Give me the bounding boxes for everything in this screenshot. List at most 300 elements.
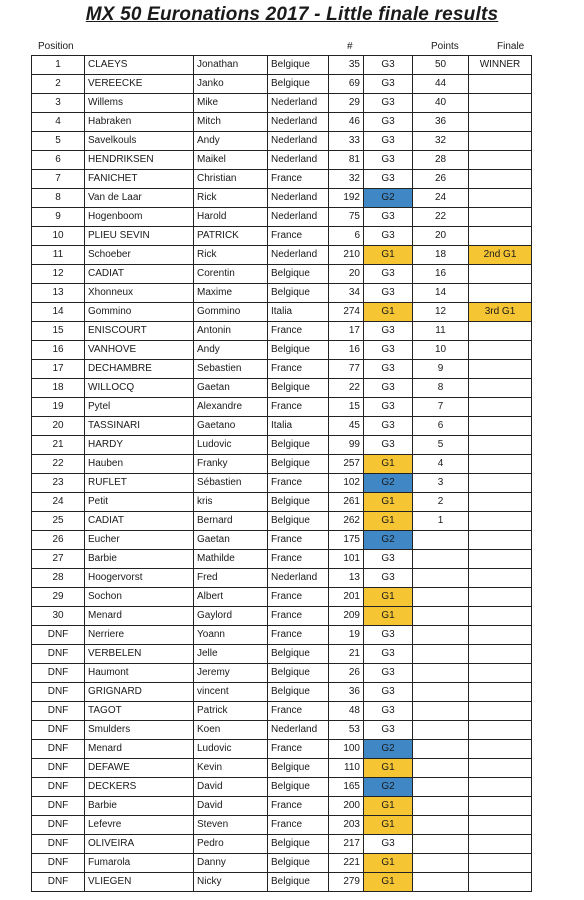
position-cell: 27 <box>32 550 85 569</box>
points-cell <box>413 626 469 645</box>
finale-cell <box>469 531 532 550</box>
points-cell <box>413 664 469 683</box>
country-cell: Belgique <box>268 854 329 873</box>
finale-cell <box>469 588 532 607</box>
group-cell: G3 <box>364 550 413 569</box>
group-cell: G1 <box>364 303 413 322</box>
first-name-cell: Yoann <box>194 626 268 645</box>
position-cell: 14 <box>32 303 85 322</box>
points-cell <box>413 721 469 740</box>
country-cell: France <box>268 360 329 379</box>
first-name-cell: Rick <box>194 189 268 208</box>
position-cell: 22 <box>32 455 85 474</box>
finale-cell <box>469 360 532 379</box>
rider-number-cell: 29 <box>329 94 364 113</box>
first-name-cell: David <box>194 797 268 816</box>
group-cell: G1 <box>364 512 413 531</box>
rider-number-cell: 48 <box>329 702 364 721</box>
last-name-cell: Gommino <box>85 303 194 322</box>
country-cell: Belgique <box>268 56 329 75</box>
country-cell: France <box>268 322 329 341</box>
group-cell: G2 <box>364 778 413 797</box>
group-cell: G3 <box>364 265 413 284</box>
country-cell: France <box>268 588 329 607</box>
position-cell: 16 <box>32 341 85 360</box>
points-cell <box>413 550 469 569</box>
first-name-cell: Andy <box>194 132 268 151</box>
country-cell: Belgique <box>268 265 329 284</box>
rider-number-cell: 217 <box>329 835 364 854</box>
first-name-cell: Maikel <box>194 151 268 170</box>
finale-cell <box>469 721 532 740</box>
points-cell <box>413 740 469 759</box>
last-name-cell: HARDY <box>85 436 194 455</box>
group-cell: G3 <box>364 626 413 645</box>
rider-number-cell: 175 <box>329 531 364 550</box>
header-finale: Finale <box>497 41 525 52</box>
group-cell: G3 <box>364 170 413 189</box>
table-row <box>32 569 532 588</box>
table-row <box>32 588 532 607</box>
group-cell: G3 <box>364 113 413 132</box>
last-name-cell: ENISCOURT <box>85 322 194 341</box>
position-cell: 18 <box>32 379 85 398</box>
group-cell: G1 <box>364 854 413 873</box>
rider-number-cell: 45 <box>329 417 364 436</box>
table-row <box>32 398 532 417</box>
country-cell: Belgique <box>268 759 329 778</box>
points-cell: 20 <box>413 227 469 246</box>
position-cell: DNF <box>32 721 85 740</box>
last-name-cell: FANICHET <box>85 170 194 189</box>
finale-cell <box>469 94 532 113</box>
last-name-cell: DECHAMBRE <box>85 360 194 379</box>
table-row <box>32 683 532 702</box>
rider-number-cell: 110 <box>329 759 364 778</box>
rider-number-cell: 32 <box>329 170 364 189</box>
country-cell: France <box>268 550 329 569</box>
points-cell: 11 <box>413 322 469 341</box>
position-cell: DNF <box>32 816 85 835</box>
last-name-cell: CLAEYS <box>85 56 194 75</box>
position-cell: DNF <box>32 683 85 702</box>
first-name-cell: Gaylord <box>194 607 268 626</box>
table-row <box>32 284 532 303</box>
points-cell <box>413 835 469 854</box>
points-cell: 10 <box>413 341 469 360</box>
group-cell: G2 <box>364 531 413 550</box>
position-cell: 4 <box>32 113 85 132</box>
last-name-cell: Schoeber <box>85 246 194 265</box>
table-row <box>32 265 532 284</box>
table-row <box>32 113 532 132</box>
position-cell: 11 <box>32 246 85 265</box>
group-cell: G1 <box>364 873 413 892</box>
position-cell: 26 <box>32 531 85 550</box>
position-cell: 6 <box>32 151 85 170</box>
table-row <box>32 778 532 797</box>
rider-number-cell: 279 <box>329 873 364 892</box>
first-name-cell: Fred <box>194 569 268 588</box>
group-cell: G3 <box>364 341 413 360</box>
finale-cell <box>469 664 532 683</box>
finale-cell <box>469 265 532 284</box>
table-row <box>32 208 532 227</box>
rider-number-cell: 101 <box>329 550 364 569</box>
finale-cell <box>469 170 532 189</box>
points-cell <box>413 607 469 626</box>
position-cell: DNF <box>32 702 85 721</box>
last-name-cell: Pytel <box>85 398 194 417</box>
table-row <box>32 702 532 721</box>
group-cell: G3 <box>364 569 413 588</box>
finale-cell <box>469 436 532 455</box>
country-cell: France <box>268 797 329 816</box>
group-cell: G3 <box>364 132 413 151</box>
rider-number-cell: 22 <box>329 379 364 398</box>
position-cell: 20 <box>32 417 85 436</box>
last-name-cell: TASSINARI <box>85 417 194 436</box>
group-cell: G1 <box>364 816 413 835</box>
rider-number-cell: 81 <box>329 151 364 170</box>
table-row <box>32 56 532 75</box>
table-row <box>32 436 532 455</box>
rider-number-cell: 13 <box>329 569 364 588</box>
group-cell: G1 <box>364 797 413 816</box>
last-name-cell: RUFLET <box>85 474 194 493</box>
country-cell: Nederland <box>268 189 329 208</box>
group-cell: G3 <box>364 683 413 702</box>
last-name-cell: VERBELEN <box>85 645 194 664</box>
finale-cell <box>469 835 532 854</box>
finale-cell <box>469 75 532 94</box>
group-cell: G2 <box>364 740 413 759</box>
first-name-cell: Jonathan <box>194 56 268 75</box>
table-row <box>32 132 532 151</box>
results-table <box>31 55 532 892</box>
first-name-cell: Kevin <box>194 759 268 778</box>
last-name-cell: Hoogervorst <box>85 569 194 588</box>
rider-number-cell: 26 <box>329 664 364 683</box>
points-cell <box>413 531 469 550</box>
table-row <box>32 721 532 740</box>
header-number: # <box>347 41 353 52</box>
first-name-cell: Christian <box>194 170 268 189</box>
rider-number-cell: 20 <box>329 265 364 284</box>
country-cell: France <box>268 740 329 759</box>
position-cell: DNF <box>32 664 85 683</box>
table-row <box>32 303 532 322</box>
points-cell <box>413 645 469 664</box>
table-row <box>32 854 532 873</box>
points-cell <box>413 759 469 778</box>
header-points: Points <box>431 41 459 52</box>
position-cell: 17 <box>32 360 85 379</box>
finale-cell <box>469 626 532 645</box>
position-cell: 15 <box>32 322 85 341</box>
table-row <box>32 341 532 360</box>
finale-cell <box>469 550 532 569</box>
finale-cell <box>469 113 532 132</box>
last-name-cell: OLIVEIRA <box>85 835 194 854</box>
table-row <box>32 322 532 341</box>
points-cell: 44 <box>413 75 469 94</box>
first-name-cell: Gommino <box>194 303 268 322</box>
first-name-cell: Pedro <box>194 835 268 854</box>
finale-cell <box>469 284 532 303</box>
first-name-cell: David <box>194 778 268 797</box>
rider-number-cell: 46 <box>329 113 364 132</box>
finale-cell <box>469 854 532 873</box>
country-cell: Nederland <box>268 721 329 740</box>
last-name-cell: Eucher <box>85 531 194 550</box>
position-cell: 24 <box>32 493 85 512</box>
table-row <box>32 474 532 493</box>
last-name-cell: Barbie <box>85 797 194 816</box>
table-row <box>32 455 532 474</box>
position-cell: 10 <box>32 227 85 246</box>
country-cell: Belgique <box>268 512 329 531</box>
rider-number-cell: 210 <box>329 246 364 265</box>
position-cell: 8 <box>32 189 85 208</box>
table-row <box>32 835 532 854</box>
position-cell: 7 <box>32 170 85 189</box>
first-name-cell: Patrick <box>194 702 268 721</box>
last-name-cell: Menard <box>85 607 194 626</box>
group-cell: G3 <box>364 398 413 417</box>
table-row <box>32 531 532 550</box>
last-name-cell: Hauben <box>85 455 194 474</box>
points-cell <box>413 854 469 873</box>
group-cell: G3 <box>364 436 413 455</box>
first-name-cell: Rick <box>194 246 268 265</box>
country-cell: Nederland <box>268 151 329 170</box>
country-cell: Belgique <box>268 75 329 94</box>
country-cell: France <box>268 531 329 550</box>
table-row <box>32 189 532 208</box>
first-name-cell: Koen <box>194 721 268 740</box>
group-cell: G2 <box>364 474 413 493</box>
rider-number-cell: 6 <box>329 227 364 246</box>
first-name-cell: Danny <box>194 854 268 873</box>
country-cell: Italia <box>268 417 329 436</box>
group-cell: G3 <box>364 322 413 341</box>
rider-number-cell: 192 <box>329 189 364 208</box>
finale-cell <box>469 569 532 588</box>
position-cell: DNF <box>32 854 85 873</box>
finale-cell <box>469 151 532 170</box>
group-cell: G1 <box>364 607 413 626</box>
finale-cell <box>469 417 532 436</box>
country-cell: France <box>268 398 329 417</box>
position-cell: 25 <box>32 512 85 531</box>
position-cell: 2 <box>32 75 85 94</box>
finale-cell <box>469 702 532 721</box>
points-cell: 9 <box>413 360 469 379</box>
country-cell: Belgique <box>268 341 329 360</box>
points-cell: 14 <box>413 284 469 303</box>
rider-number-cell: 21 <box>329 645 364 664</box>
first-name-cell: Corentin <box>194 265 268 284</box>
country-cell: Nederland <box>268 246 329 265</box>
finale-cell <box>469 778 532 797</box>
points-cell: 22 <box>413 208 469 227</box>
table-row <box>32 645 532 664</box>
table-row <box>32 816 532 835</box>
country-cell: France <box>268 474 329 493</box>
rider-number-cell: 75 <box>329 208 364 227</box>
country-cell: France <box>268 227 329 246</box>
last-name-cell: GRIGNARD <box>85 683 194 702</box>
table-row <box>32 626 532 645</box>
points-cell <box>413 569 469 588</box>
finale-cell <box>469 493 532 512</box>
rider-number-cell: 69 <box>329 75 364 94</box>
table-row <box>32 75 532 94</box>
first-name-cell: Harold <box>194 208 268 227</box>
rider-number-cell: 77 <box>329 360 364 379</box>
last-name-cell: Petit <box>85 493 194 512</box>
first-name-cell: Steven <box>194 816 268 835</box>
header-position: Position <box>38 41 74 52</box>
rider-number-cell: 274 <box>329 303 364 322</box>
first-name-cell: Antonin <box>194 322 268 341</box>
last-name-cell: Menard <box>85 740 194 759</box>
table-row <box>32 493 532 512</box>
finale-cell <box>469 132 532 151</box>
first-name-cell: kris <box>194 493 268 512</box>
country-cell: Italia <box>268 303 329 322</box>
position-cell: DNF <box>32 778 85 797</box>
group-cell: G3 <box>364 94 413 113</box>
first-name-cell: PATRICK <box>194 227 268 246</box>
last-name-cell: Xhonneux <box>85 284 194 303</box>
results-table-body <box>32 56 532 892</box>
country-cell: France <box>268 702 329 721</box>
last-name-cell: VEREECKE <box>85 75 194 94</box>
table-row <box>32 417 532 436</box>
group-cell: G3 <box>364 417 413 436</box>
table-row <box>32 550 532 569</box>
last-name-cell: HENDRIKSEN <box>85 151 194 170</box>
rider-number-cell: 257 <box>329 455 364 474</box>
first-name-cell: Ludovic <box>194 740 268 759</box>
position-cell: 1 <box>32 56 85 75</box>
rider-number-cell: 15 <box>329 398 364 417</box>
rider-number-cell: 261 <box>329 493 364 512</box>
group-cell: G3 <box>364 664 413 683</box>
position-cell: DNF <box>32 759 85 778</box>
group-cell: G3 <box>364 721 413 740</box>
rider-number-cell: 165 <box>329 778 364 797</box>
position-cell: 13 <box>32 284 85 303</box>
table-row <box>32 94 532 113</box>
rider-number-cell: 262 <box>329 512 364 531</box>
points-cell <box>413 702 469 721</box>
position-cell: 9 <box>32 208 85 227</box>
country-cell: Nederland <box>268 94 329 113</box>
position-cell: DNF <box>32 835 85 854</box>
table-row <box>32 227 532 246</box>
country-cell: France <box>268 626 329 645</box>
country-cell: Belgique <box>268 436 329 455</box>
last-name-cell: Nerriere <box>85 626 194 645</box>
table-row <box>32 170 532 189</box>
last-name-cell: Van de Laar <box>85 189 194 208</box>
position-cell: 21 <box>32 436 85 455</box>
last-name-cell: Sochon <box>85 588 194 607</box>
page-title: MX 50 Euronations 2017 - Little finale results <box>85 4 499 25</box>
last-name-cell: Habraken <box>85 113 194 132</box>
position-cell: DNF <box>32 645 85 664</box>
first-name-cell: Gaetano <box>194 417 268 436</box>
rider-number-cell: 53 <box>329 721 364 740</box>
group-cell: G3 <box>364 151 413 170</box>
rider-number-cell: 100 <box>329 740 364 759</box>
points-cell: 8 <box>413 379 469 398</box>
first-name-cell: Nicky <box>194 873 268 892</box>
country-cell: Belgique <box>268 873 329 892</box>
rider-number-cell: 16 <box>329 341 364 360</box>
finale-cell <box>469 873 532 892</box>
first-name-cell: Albert <box>194 588 268 607</box>
points-cell: 3 <box>413 474 469 493</box>
last-name-cell: Haumont <box>85 664 194 683</box>
country-cell: Belgique <box>268 664 329 683</box>
country-cell: Nederland <box>268 208 329 227</box>
last-name-cell: Hogenboom <box>85 208 194 227</box>
country-cell: Nederland <box>268 132 329 151</box>
country-cell: Belgique <box>268 493 329 512</box>
first-name-cell: Mitch <box>194 113 268 132</box>
finale-cell <box>469 512 532 531</box>
table-row <box>32 360 532 379</box>
finale-cell <box>469 398 532 417</box>
finale-cell: 2nd G1 <box>469 246 532 265</box>
points-cell <box>413 683 469 702</box>
points-cell <box>413 588 469 607</box>
group-cell: G3 <box>364 702 413 721</box>
position-cell: 19 <box>32 398 85 417</box>
country-cell: France <box>268 816 329 835</box>
first-name-cell: Mike <box>194 94 268 113</box>
rider-number-cell: 35 <box>329 56 364 75</box>
points-cell: 26 <box>413 170 469 189</box>
group-cell: G3 <box>364 645 413 664</box>
table-row <box>32 246 532 265</box>
country-cell: Belgique <box>268 778 329 797</box>
position-cell: DNF <box>32 797 85 816</box>
first-name-cell: Gaetan <box>194 531 268 550</box>
rider-number-cell: 102 <box>329 474 364 493</box>
points-cell: 5 <box>413 436 469 455</box>
position-cell: 29 <box>32 588 85 607</box>
table-row <box>32 607 532 626</box>
finale-cell <box>469 455 532 474</box>
group-cell: G1 <box>364 246 413 265</box>
points-cell: 12 <box>413 303 469 322</box>
country-cell: Nederland <box>268 569 329 588</box>
finale-cell <box>469 227 532 246</box>
first-name-cell: Janko <box>194 75 268 94</box>
country-cell: Belgique <box>268 645 329 664</box>
group-cell: G3 <box>364 56 413 75</box>
position-cell: DNF <box>32 626 85 645</box>
first-name-cell: Sébastien <box>194 474 268 493</box>
table-row <box>32 740 532 759</box>
last-name-cell: PLIEU SEVIN <box>85 227 194 246</box>
last-name-cell: Smulders <box>85 721 194 740</box>
